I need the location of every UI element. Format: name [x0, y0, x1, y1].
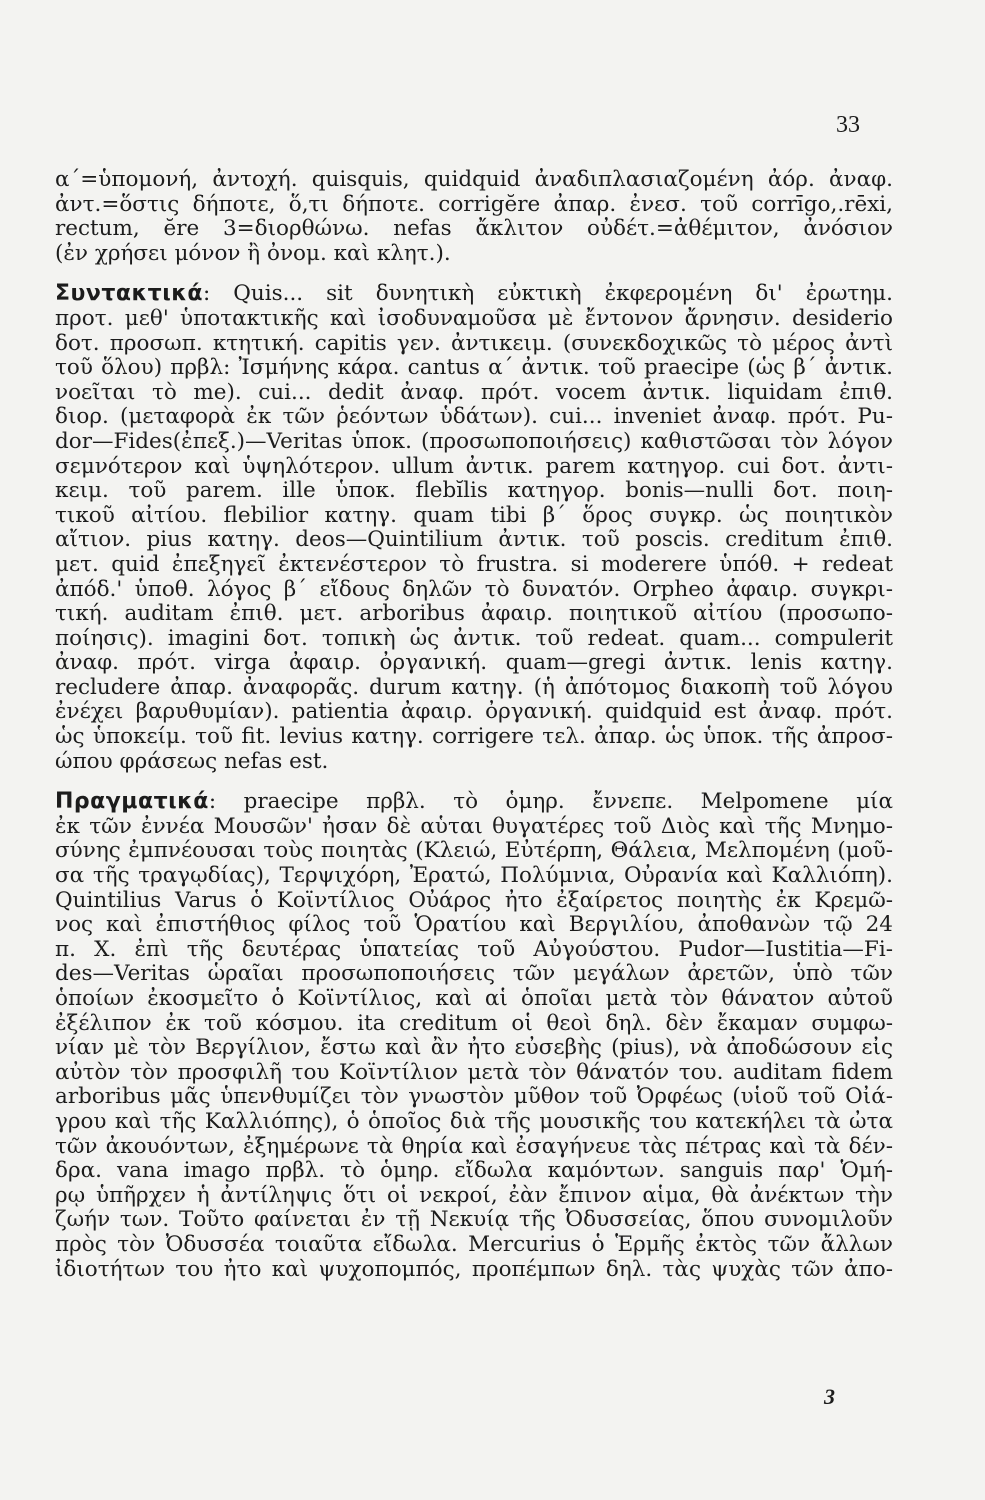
vocabulary-paragraph [55, 168, 893, 266]
pragmatic-heading: Πραγματικά [55, 790, 209, 815]
text-line: ώπου φράσεως nefas est. [55, 749, 329, 774]
text-line: σύνης ἐμπνέουσαι τοὺς ποιητὰς (Κλειώ, Εὐτέρπη, Θάλεια, Μελπομένη (μοῦ- [55, 839, 893, 864]
text-line: ἀναφ. πρότ. virga ἀφαιρ. ὀργανική. quam—gregi ἀντικ. lenis κατηγ. [55, 651, 893, 676]
text-line: (ἐν χρήσει μόνον ἢ ὀνομ. καὶ κλητ.). [55, 241, 451, 266]
text-line: πρὸς τὸν Ὀδυσσέα τοιαῦτα εἴδωλα. Mercurius ὁ Ἑρμῆς ἐκτὸς τῶν ἄλλων [55, 1232, 893, 1257]
text-line: ἐξέλιπον ἐκ τοῦ κόσμου. ita creditum οἱ θεοὶ δηλ. δὲν ἔκαμαν συμφω- [55, 1011, 893, 1036]
text-line: des—Veritas ὡραῖαι προσωποποιήσεις τῶν μεγάλων ἀρετῶν, ὑπὸ τῶν [55, 962, 893, 987]
paragraph-gap [55, 266, 893, 282]
text-line: ὡς ὑποκείμ. τοῦ fit. levius κατηγ. corrigere τελ. ἀπαρ. ὡς ὑποκ. τῆς ἀπροσ- [55, 725, 893, 750]
text-line: τική. auditam ἐπιθ. μετ. arboribus ἀφαιρ. ποιητικοῦ αἰτίου (προσωπο- [55, 602, 893, 627]
text-line: νίαν μὲ τὸν Βεργίλιον, ἔστω καὶ ἂν ἦτο εὐσεβὴς (pius), νὰ ἀποδώσουν εἰς [55, 1036, 893, 1061]
text-line: ἐνέχει βαρυθυμίαν). patientia ἀφαιρ. ὀργανική. quidquid est ἀναφ. πρότ. [55, 700, 893, 725]
syntax-first-line: : Quis... sit δυνητικὴ εὐκτικὴ ἐκφερομένη δι' ἐρωτημ. [203, 282, 893, 307]
text-line: δοτ. προσωπ. κτητική. capitis γεν. ἀντικειμ. (συνεκδοχικῶς τὸ μέρος ἀντὶ [55, 331, 893, 356]
signature-mark: 3 [824, 1384, 835, 1409]
text-line: μετ. quid ἐπεξηγεῖ ἐκτενέστερον τὸ frustra. si moderere ὑπόθ. + redeat [55, 552, 893, 577]
text-line: προτ. μεθ' ὑποτακτικῆς καὶ ἰσοδυναμοῦσα μὲ ἔντονον ἄρνησιν. desiderio [55, 306, 893, 331]
text-line: τῶν ἀκουόντων, ἐξημέρωνε τὰ θηρία καὶ ἐσαγήνευε τὰς πέτρας καὶ τὰ δέν- [55, 1134, 893, 1159]
syntax-heading: Συντακτικά [55, 282, 204, 307]
text-line: σεμνότερον καὶ ὑψηλότερον. ullum ἀντικ. parem κατηγορ. cui δοτ. ἀντι- [55, 454, 893, 479]
text-line: ρῳ ὑπῆρχεν ἡ ἀντίληψις ὅτι οἱ νεκροί, ἐὰν ἔπινον αἷμα, θὰ ἀνέκτων τὴν [55, 1183, 893, 1208]
text-line: κειμ. τοῦ parem. ille ὑποκ. flebĭlis κατηγορ. bonis—nulli δοτ. ποιη- [55, 479, 893, 504]
text-line: ὁποίων ἐκοσμεῖτο ὁ Κοϊντίλιος, καὶ αἱ ὁποῖαι μετὰ τὸν θάνατον αὐτοῦ [55, 987, 893, 1011]
text-line: dor—Fides(ἐπεξ.)—Veritas ὑποκ. (προσωποποιήσεις) καθιστῶσαι τὸν λόγον [55, 429, 893, 454]
text-line: νος καὶ ἐπιστήθιος φίλος τοῦ Ὁρατίου καὶ Βεργιλίου, ἀποθανὼν τῷ 24 [55, 913, 893, 938]
body-text [55, 168, 893, 1282]
text-line: arboribus μᾶς ὑπενθυμίζει τὸν γνωστὸν μῦθον τοῦ Ὀρφέως (υἱοῦ τοῦ Οἰά- [55, 1085, 893, 1110]
pragmatic-paragraph [55, 815, 893, 1282]
text-line: τικοῦ αἰτίου. flebilior κατηγ. quam tibi β΄ ὅρος συγκρ. ὡς ποιητικὸν [55, 503, 893, 528]
text-line: ποίησις). imagini δοτ. τοπικὴ ὡς ἀντικ. τοῦ redeat. quam... compulerit [55, 626, 893, 651]
text-line: διορ. (μεταφορὰ ἐκ τῶν ῥεόντων ὑδάτων). cui... inveniet ἀναφ. πρότ. Pu- [55, 405, 893, 430]
text-line: ἰδιοτήτων του ἦτο καὶ ψυχοπομπός, προπέμπων δηλ. τὰς ψυχὰς τῶν ἀπο- [55, 1257, 893, 1282]
text-line: τοῦ ὅλου) πρβλ: Ἰσμήνης κάρα. cantus α΄ ἀντικ. τοῦ praecipe (ὡς β΄ ἀντικ. [55, 356, 893, 381]
text-line: π. Χ. ἐπὶ τῆς δευτέρας ὑπατείας τοῦ Αὐγούστου. Pudor—Iustitia—Fi- [55, 937, 893, 962]
pragmatic-first-line: : praecipe πρβλ. τὸ ὁμηρ. ἔννεπε. Melpomene μία [208, 790, 893, 815]
text-line: ἐκ τῶν ἐννέα Μουσῶν' ἦσαν δὲ αὗται θυγατέρες τοῦ Διὸς καὶ τῆς Μνημο- [55, 814, 893, 839]
text-line: ἀπόδ.' ὑποθ. λόγος β΄ εἴδους δηλῶν τὸ δυνατόν. Orpheo ἀφαιρ. συγκρι- [55, 577, 893, 602]
syntax-heading-line [55, 282, 893, 307]
text-line: γρου καὶ τῆς Καλλιόπης), ὁ ὁποῖος διὰ τῆς μουσικῆς του κατεκήλει τὰ ὦτα [55, 1109, 893, 1134]
text-line: rectum, ĕre 3=διορθώνω. nefas ἄκλιτον οὐδέτ.=ἀθέμιτον, ἀνόσιον [55, 217, 893, 242]
paragraph-gap [55, 774, 893, 790]
syntax-paragraph [55, 307, 893, 774]
text-line: αἴτιον. pius κατηγ. deos—Quintilium ἀντικ. τοῦ poscis. creditum ἐπιθ. [55, 528, 893, 553]
text-line: ζωήν των. Τοῦτο φαίνεται ἐν τῇ Νεκυίᾳ τῆς Ὀδυσσείας, ὅπου συνομιλοῦν [55, 1208, 893, 1233]
text-line: ἀντ.=ὅστις δήποτε, ὅ,τι δήποτε. corrigĕre ἀπαρ. ἐνεσ. τοῦ corrīgo,.rēxi, [55, 192, 893, 217]
text-line: σα τῆς τραγῳδίας), Τερψιχόρη, Ἐρατώ, Πολύμνια, Οὐρανία καὶ Καλλιόπη). [55, 864, 893, 889]
pragmatic-heading-line [55, 790, 893, 815]
text-line: δρα. vana imago πρβλ. τὸ ὁμηρ. εἴδωλα καμόντων. sanguis παρ' Ὁμή- [55, 1159, 893, 1184]
text-line: α΄=ὑπομονή, ἀντοχή. quisquis, quidquid ἀναδιπλασιαζομένη ἀόρ. ἀναφ. [55, 168, 893, 192]
text-line: recludere ἀπαρ. ἀναφορᾶς. durum κατηγ. (ἡ ἀπότομος διακοπὴ τοῦ λόγου [55, 675, 893, 700]
page-number: 33 [836, 112, 860, 138]
text-line: νοεῖται τὸ me). cui... dedit ἀναφ. πρότ. vocem ἀντικ. liquidam ἐπιθ. [55, 380, 893, 405]
text-line: αὐτὸν τὸν προσφιλῆ του Κοϊντίλιον μετὰ τὸν θάνατόν του. auditam fidem [55, 1060, 893, 1085]
text-line: Quintilius Varus ὁ Κοϊντίλιος Οὐάρος ἦτο ἐξαίρετος ποιητὴς ἐκ Κρεμῶ- [55, 888, 893, 913]
